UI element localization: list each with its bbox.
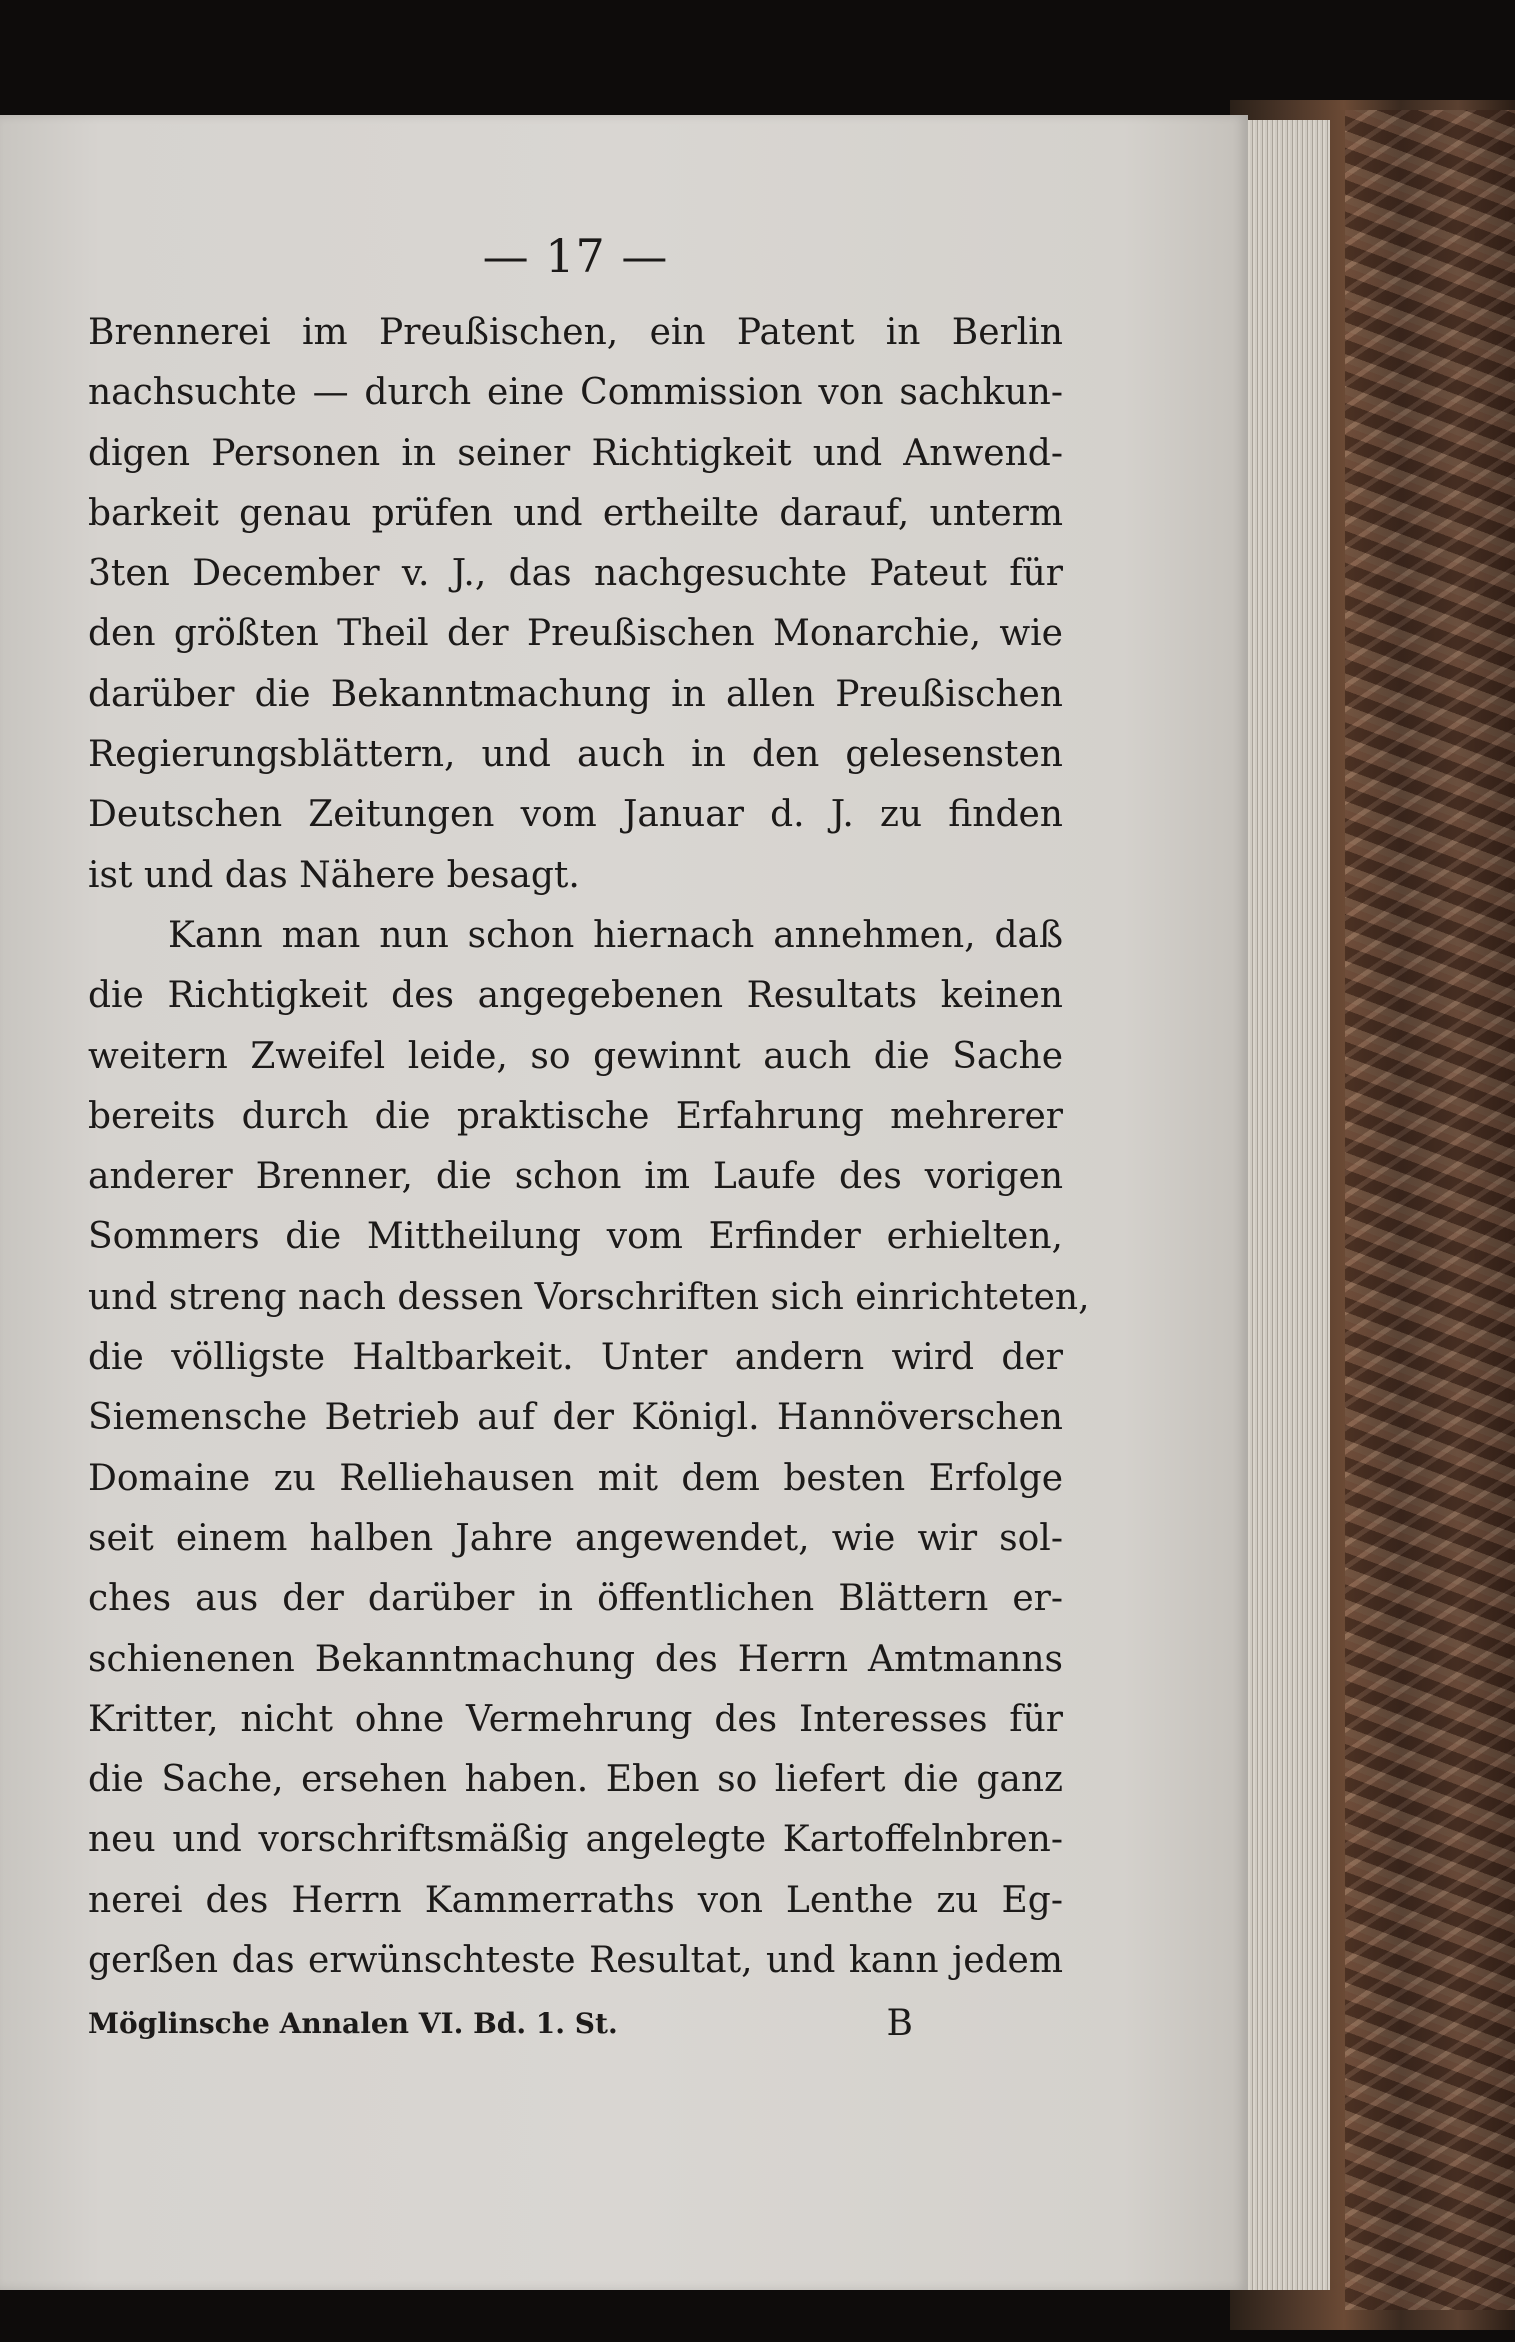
text-line: barkeit genau prüfen und ertheilte darauf, unterm <box>88 492 1063 534</box>
page-edges <box>1235 120 1330 2290</box>
text-line: schienenen Bekanntmachung des Herrn Amtmanns <box>88 1638 1063 1680</box>
text-line: ist und das Nähere besagt. <box>88 854 580 896</box>
text-line: anderer Brenner, die schon im Laufe des vorigen <box>88 1156 1063 1198</box>
page-number: — 17 — <box>482 229 669 283</box>
text-line: Kann man nun schon hiernach annehmen, daß <box>168 914 1063 956</box>
text-line: seit einem halben Jahre angewendet, wie wir sol- <box>88 1517 1063 1559</box>
text-line: darüber die Bekanntmachung in allen Preußischen <box>88 673 1063 715</box>
text-line: die völligste Haltbarkeit. Unter andern wird der <box>88 1337 1063 1379</box>
text-line: Regierungsblättern, und auch in den gelesensten <box>88 734 1063 776</box>
text-line: die Sache, ersehen haben. Eben so liefert die ganz <box>88 1759 1063 1801</box>
text-line: bereits durch die praktische Erfahrung mehrerer <box>88 1095 1063 1137</box>
text-line: Kritter, nicht ohne Vermehrung des Interesses für <box>88 1698 1063 1740</box>
text-line: Deutschen Zeitungen vom Januar d. J. zu finden <box>88 794 1063 836</box>
text-line: Brennerei im Preußischen, ein Patent in Berlin <box>88 312 1063 353</box>
text-line: den größten Theil der Preußischen Monarchie, wie <box>88 613 1063 655</box>
page-footer <box>88 1999 1063 2049</box>
printer-signature: Möglinsche Annalen VI. Bd. 1. St. <box>88 2007 618 2041</box>
text-line: 3ten December v. J., das nachgesuchte Pateut für <box>88 553 1063 595</box>
text-line: weitern Zweifel leide, so gewinnt auch die Sache <box>88 1035 1063 1077</box>
page-text-block <box>88 225 1090 2049</box>
text-line: Domaine zu Relliehausen mit dem besten Erfolge <box>88 1457 1063 1499</box>
text-line: neu und vorschriftsmäßig angelegte Kartoffelnbren- <box>88 1819 1063 1861</box>
book-page <box>0 115 1248 2290</box>
text-line: gerßen das erwünschteste Resultat, und kann jedem <box>88 1940 1063 1982</box>
text-line: Sommers die Mittheilung vom Erfinder erhielten, <box>88 1216 1063 1258</box>
text-line: nachsuchte — durch eine Commission von sachkun- <box>88 372 1063 414</box>
text-line: digen Personen in seiner Richtigkeit und Anwend- <box>88 432 1063 474</box>
text-line: nerei des Herrn Kammerraths von Lenthe zu Eg- <box>88 1879 1063 1921</box>
marbled-cover <box>1345 110 1515 2310</box>
signature-mark: B <box>886 2003 913 2045</box>
text-line: und streng nach dessen Vorschriften sich einrichteten, <box>88 1276 1090 1318</box>
text-line: Siemensche Betrieb auf der Königl. Hannöverschen <box>88 1397 1063 1439</box>
text-line: ches aus der darüber in öffentlichen Blättern er- <box>88 1578 1063 1620</box>
text-line: die Richtigkeit des angegebenen Resultats keinen <box>88 975 1063 1017</box>
